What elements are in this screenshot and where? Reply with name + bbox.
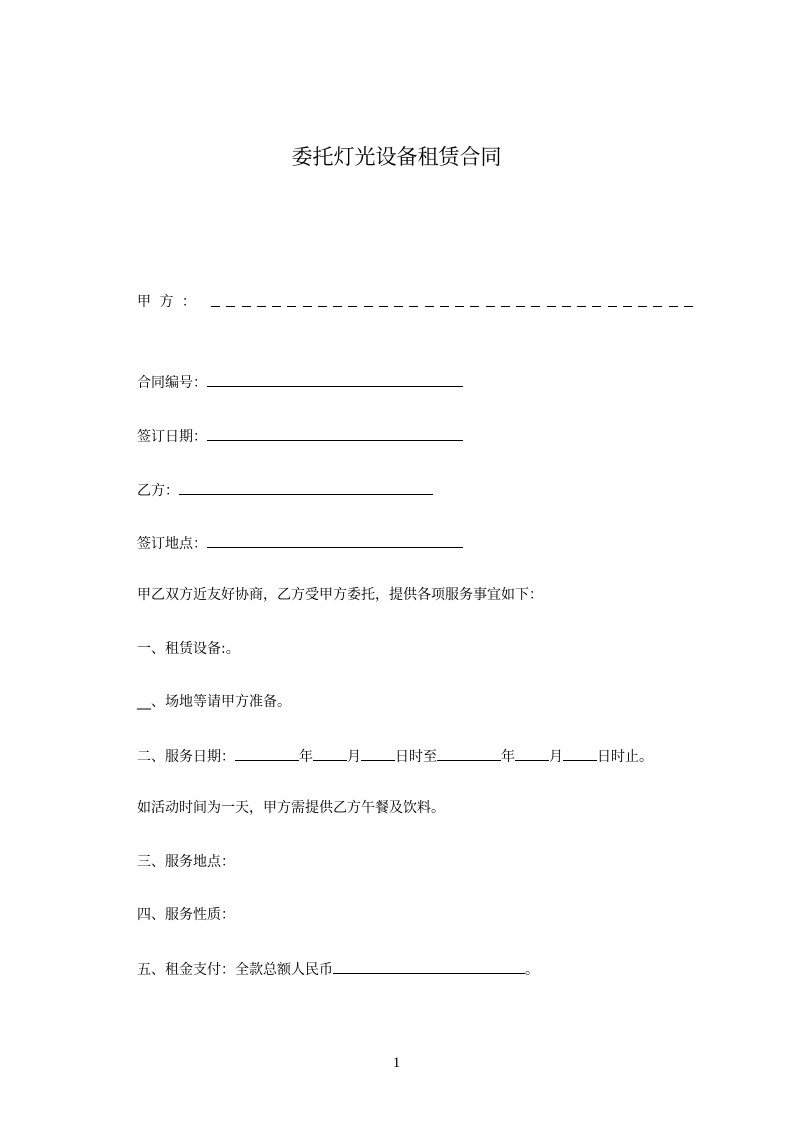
dash-segment — [379, 306, 388, 307]
dash-segment — [653, 306, 662, 307]
page-number: 1 — [392, 1055, 401, 1071]
dash-segment — [409, 306, 418, 307]
dash-segment — [470, 306, 479, 307]
contract-number-blank[interactable] — [207, 371, 463, 387]
start-month-blank[interactable] — [313, 745, 347, 761]
dash-segment — [287, 306, 296, 307]
dash-segment — [272, 306, 281, 307]
end-month-label: 月 — [549, 749, 563, 765]
dash-segment — [638, 306, 647, 307]
end-month-blank[interactable] — [515, 745, 549, 761]
dash-segment — [333, 306, 342, 307]
dash-segment — [318, 306, 327, 307]
dash-segment — [531, 306, 540, 307]
start-year-label: 年 — [299, 749, 313, 765]
clause-1b — [137, 692, 291, 712]
clause-2-label: 二、服务日期： — [137, 749, 235, 765]
dash-segment — [501, 306, 510, 307]
dash-segment — [364, 306, 373, 307]
clause-2-service-date — [137, 745, 653, 767]
party-a-label: 甲 方 ： — [137, 294, 198, 310]
dash-segment — [669, 306, 678, 307]
intro-paragraph: 甲乙双方近友好协商，乙方受甲方委托，提供各项服务事宜如下： — [137, 587, 543, 603]
dash-segment — [608, 306, 617, 307]
dash-segment — [486, 306, 495, 307]
end-day-label: 日时止。 — [597, 749, 653, 765]
total-amount-blank[interactable] — [333, 958, 525, 974]
dash-segment — [623, 306, 632, 307]
start-year-blank[interactable] — [235, 745, 299, 761]
party-b-blank[interactable] — [179, 479, 433, 495]
party-a-dashed-line — [211, 292, 701, 312]
dash-segment — [562, 306, 571, 307]
sign-date-line — [137, 425, 463, 447]
dash-segment — [684, 306, 693, 307]
lunch-note: 如活动时间为一天，甲方需提供乙方午餐及饮料。 — [137, 800, 445, 816]
dash-segment — [211, 306, 220, 307]
party-b-line — [137, 479, 433, 501]
clause-1b-prefix: __ — [137, 694, 151, 710]
start-day-label: 日时至 — [395, 749, 437, 765]
clause-5-label: 五、租金支付：全款总额人民币 — [137, 962, 333, 978]
dash-segment — [394, 306, 403, 307]
contract-number-line — [137, 371, 463, 393]
end-day-blank[interactable] — [563, 745, 597, 761]
clause-1: 一、租赁设备:。 — [137, 641, 240, 657]
end-year-label: 年 — [501, 749, 515, 765]
end-year-blank[interactable] — [437, 745, 501, 761]
sign-place-blank[interactable] — [207, 532, 463, 548]
dash-segment — [577, 306, 586, 307]
start-month-label: 月 — [347, 749, 361, 765]
dash-segment — [257, 306, 266, 307]
clause-3: 三、服务地点： — [137, 854, 235, 870]
contract-number-label: 合同编号： — [137, 375, 207, 391]
dash-segment — [516, 306, 525, 307]
dash-segment — [455, 306, 464, 307]
dash-segment — [547, 306, 556, 307]
party-b-label: 乙方： — [137, 483, 179, 499]
dash-segment — [425, 306, 434, 307]
dash-segment — [226, 306, 235, 307]
dash-segment — [303, 306, 312, 307]
document-title: 委托灯光设备租赁合同 — [291, 145, 502, 169]
sign-place-line — [137, 532, 463, 554]
dash-segment — [242, 306, 251, 307]
clause-5 — [137, 958, 539, 980]
clause-4: 四、服务性质： — [137, 907, 235, 923]
start-day-blank[interactable] — [361, 745, 395, 761]
dash-segment — [348, 306, 357, 307]
clause-5-suffix: 。 — [525, 962, 539, 978]
sign-place-label: 签订地点： — [137, 536, 207, 552]
sign-date-label: 签订日期： — [137, 429, 207, 445]
clause-1b-text: 、场地等请甲方准备。 — [151, 694, 291, 710]
sign-date-blank[interactable] — [207, 425, 463, 441]
dash-segment — [440, 306, 449, 307]
dash-segment — [592, 306, 601, 307]
